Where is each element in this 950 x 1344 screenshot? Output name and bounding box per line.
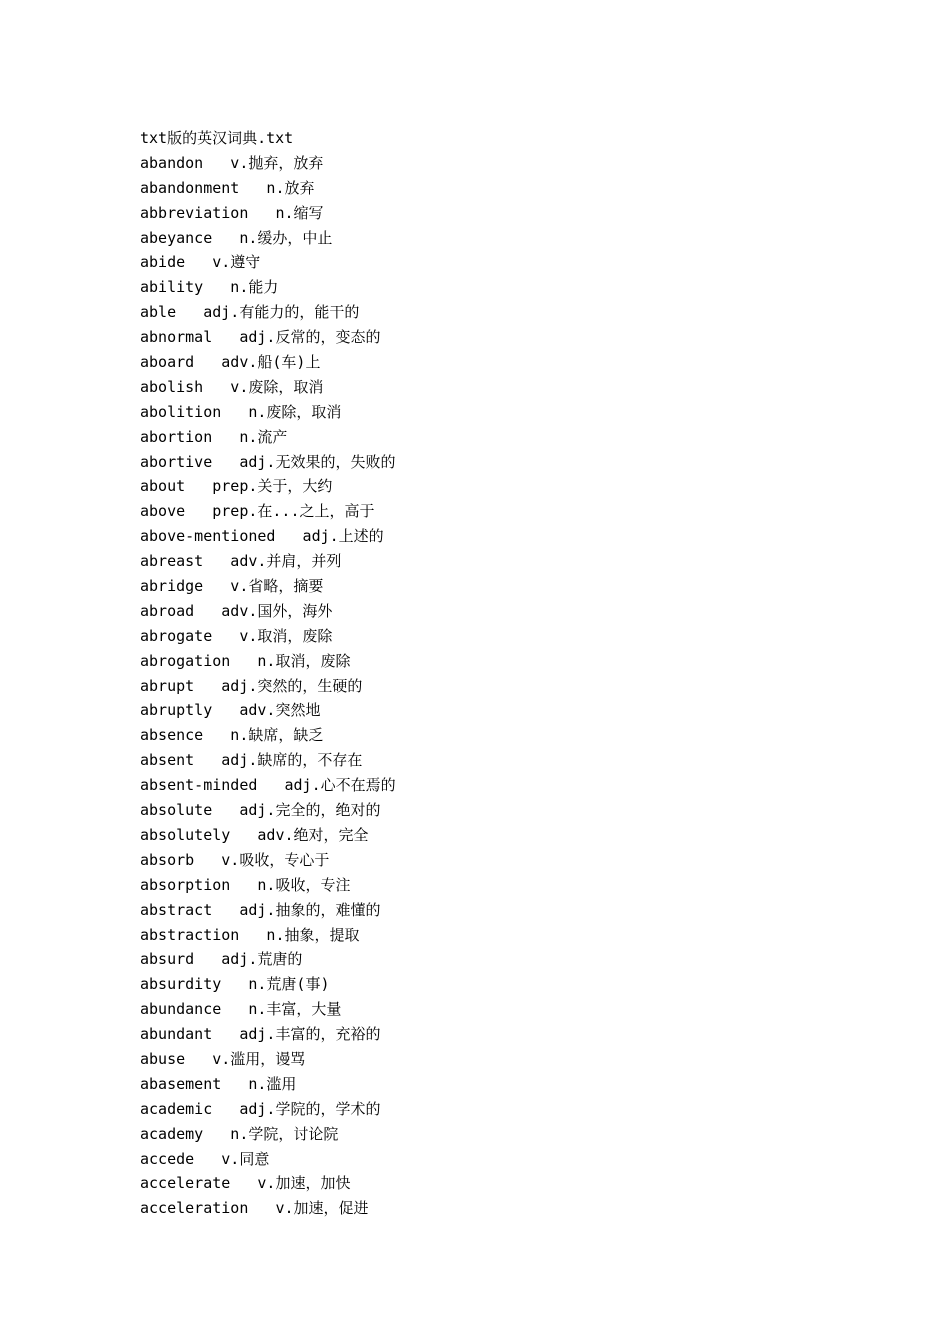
dictionary-entry-line: abrogate v.取消，废除 xyxy=(140,626,333,645)
dictionary-entry-line: abeyance n.缓办，中止 xyxy=(140,228,333,247)
dictionary-text xyxy=(140,126,396,1221)
dictionary-entry-line: accede v.同意 xyxy=(140,1149,270,1168)
dictionary-entry-line: absurd adj.荒唐的 xyxy=(140,950,303,969)
dictionary-entry-line: accelerate v.加速，加快 xyxy=(140,1174,351,1193)
dictionary-entry-line: able adj.有能力的，能干的 xyxy=(140,303,360,322)
dictionary-entry-line: abide v.遵守 xyxy=(140,253,261,272)
document-title-line: txt版的英汉词典.txt xyxy=(140,129,294,147)
dictionary-entry-line: abolition n.废除，取消 xyxy=(140,402,342,421)
dictionary-entry-line: absent-minded adj.心不在焉的 xyxy=(140,776,396,795)
dictionary-entry-line: abroad adv.国外，海外 xyxy=(140,601,333,620)
dictionary-entry-line: absent adj.缺席的，不存在 xyxy=(140,751,363,770)
dictionary-entry-line: abruptly adv.突然地 xyxy=(140,701,321,720)
dictionary-entry-line: absolute adj.完全的，绝对的 xyxy=(140,801,381,820)
dictionary-entry-line: ability n.能力 xyxy=(140,278,279,297)
dictionary-entry-line: abortive adj.无效果的，失败的 xyxy=(140,452,396,471)
dictionary-entry-line: abandon v.抛弃，放弃 xyxy=(140,153,324,172)
dictionary-entry-line: abuse v.滥用，谩骂 xyxy=(140,1049,306,1068)
dictionary-entry-line: absence n.缺席，缺乏 xyxy=(140,726,324,745)
dictionary-entry-line: aboard adv.船(车)上 xyxy=(140,353,321,372)
dictionary-entry-line: academy n.学院，讨论院 xyxy=(140,1124,339,1143)
dictionary-entry-line: abrupt adj.突然的，生硬的 xyxy=(140,676,363,695)
dictionary-entry-line: acceleration v.加速，促进 xyxy=(140,1199,369,1218)
dictionary-entry-line: abundant adj.丰富的，充裕的 xyxy=(140,1025,381,1044)
dictionary-entry-line: abstraction n.抽象，提取 xyxy=(140,925,360,944)
dictionary-entry-line: abnormal adj.反常的，变态的 xyxy=(140,328,381,347)
dictionary-entry-line: abreast adv.并肩，并列 xyxy=(140,552,342,571)
dictionary-entry-line: above prep.在...之上，高于 xyxy=(140,502,375,521)
dictionary-entry-line: abrogation n.取消，废除 xyxy=(140,651,351,670)
dictionary-entry-line: abstract adj.抽象的，难懂的 xyxy=(140,900,381,919)
dictionary-entry-line: abundance n.丰富，大量 xyxy=(140,1000,342,1019)
dictionary-entry-line: absolutely adv.绝对，完全 xyxy=(140,825,369,844)
dictionary-entry-line: absorb v.吸收，专心于 xyxy=(140,850,330,869)
dictionary-entry-line: abandonment n.放弃 xyxy=(140,178,315,197)
dictionary-entry-line: abbreviation n.缩写 xyxy=(140,203,324,222)
dictionary-entry-line: absorption n.吸收，专注 xyxy=(140,875,351,894)
dictionary-entry-line: abridge v.省略，摘要 xyxy=(140,577,324,596)
dictionary-entry-line: abolish v.废除，取消 xyxy=(140,377,324,396)
dictionary-entry-line: above-mentioned adj.上述的 xyxy=(140,527,384,546)
dictionary-entry-line: academic adj.学院的，学术的 xyxy=(140,1099,381,1118)
dictionary-entry-line: abortion n.流产 xyxy=(140,427,288,446)
dictionary-entry-line: abasement n.滥用 xyxy=(140,1074,297,1093)
dictionary-entry-line: about prep.关于，大约 xyxy=(140,477,333,496)
dictionary-entry-line: absurdity n.荒唐(事) xyxy=(140,975,330,994)
